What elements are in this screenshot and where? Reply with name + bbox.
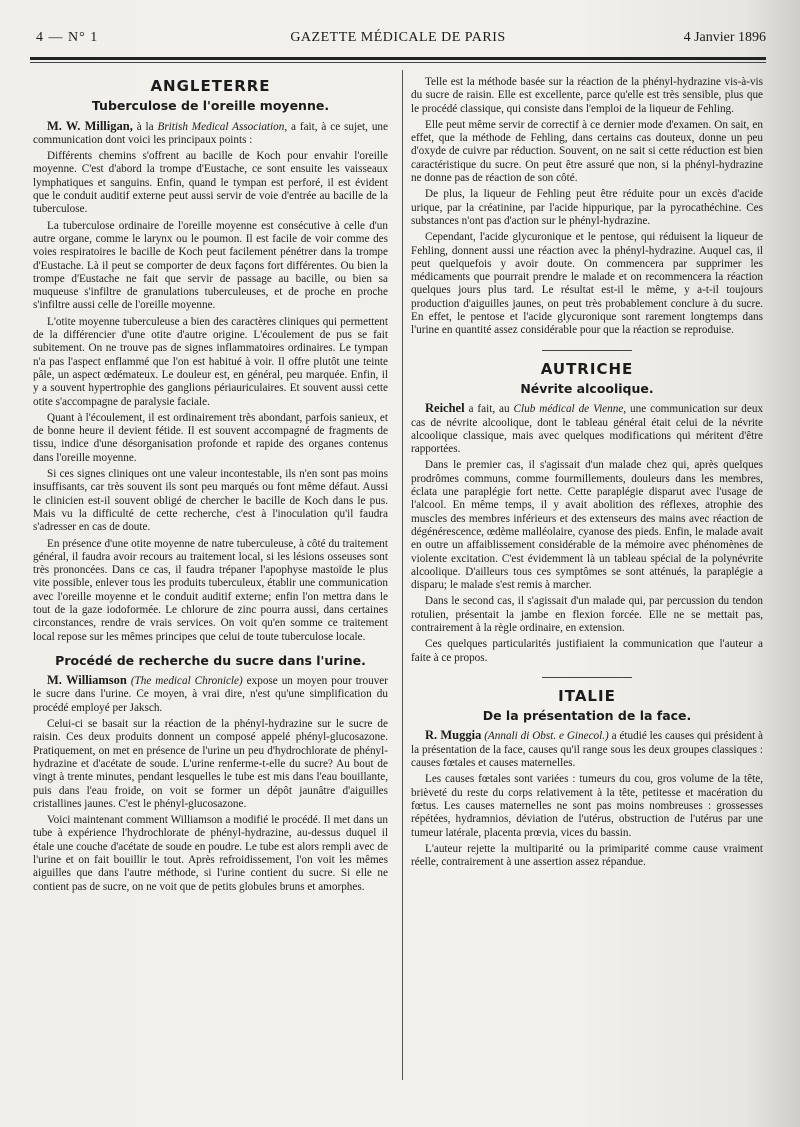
author-name: M. W. Milligan, — [47, 118, 133, 133]
text-run: a fait, au — [464, 403, 514, 416]
source-name: (The medical Chronicle) — [130, 675, 243, 688]
paragraph — [411, 729, 763, 770]
paragraph: L'auteur rejette la multiparité ou la primiparité comme cause vraiment réelle, contrairement à une assertion assez répandue. — [411, 842, 763, 869]
section-country-italie: ITALIE — [558, 686, 616, 705]
text-run: expose un moyen pour trouver le sucre dans l'urine. Ce moyen, à vrai dire, n'est qu'une simplification du procédé employé per Jaksch. — [33, 675, 388, 714]
paragraph: La tuberculose ordinaire de l'oreille moyenne est consécutive à celle d'un autre organe, comme le larynx ou le poumon. Il est facile de voir comme des voies respiratoires le bacille de Koch peut facilement pénétrer dans la trompe d'Eustache. Là il peut se comporter de deux façons fort différentes. Ou bien la trompe d'Eustache ne fait que servir de passage au bacille, ou bien sa muqueuse s'infiltre de granulations tuberculeuses, et de proche en proche s'infiltre aussi celle de l'oreille moyenne. — [33, 219, 388, 312]
author-name: R. Muggia — [425, 728, 482, 743]
source-name: (Annali di Obst. e Ginecol.) — [484, 730, 609, 743]
paragraph: Dans le second cas, il s'agissait d'un malade qui, par percussion du tendon rotulien, présentait la jambe en flexion forcée. Elle ne se mettait pas, contrairement à la règle ordinaire, en extension. — [411, 595, 763, 634]
left-column — [33, 76, 388, 897]
paragraph: Ces quelques particularités justifiaient la communication que l'auteur a faite à ce propos. — [411, 638, 763, 664]
author-name: Reichel — [425, 401, 465, 416]
header-rule-thin — [30, 62, 766, 63]
paragraph: De plus, la liqueur de Fehling peut être réduite pour un excès d'acide urique, par la créatinine, par l'acide hippurique, par la pyrocathéchine. Ces substances n'ont pas d'action sur le phényl-hydrazine. — [411, 188, 763, 227]
text-run: a étudié les causes qui président à la présentation de la face, causes qu'il range sous les deux groupes classiques : causes fœtales et causes maternelles. — [411, 730, 764, 770]
paragraph: L'otite moyenne tuberculeuse a bien des caractères cliniques qui permettent de la différencier d'une otite d'autre origine. L'écoulement de pus se fait subitement. On ne trouve pas de signes inflammatoires ordinaires. Le tympan n'a pas l'aspect enflammé que l'on est habitué à voir. Il offre plutôt une teinte pâle, un aspect œdémateux. Le douleur est, en général, peu marquée. Enfin, il y a souvent hypertrophie des ganglions périauriculaires. Et souvent aussi cette otite s'accompagne de paralysie faciale. — [33, 315, 388, 408]
issue-date: 4 Janvier 1896 — [683, 30, 766, 45]
paragraph: Cependant, l'acide glycuronique et le pentose, qui réduisent la liqueur de Fehling, donnent aussi une réaction avec la phényl-hydrazine. Auquel cas, il peut quelquefois y avoir doute. On commencera par supprimer les médicaments que pourrait prendre le malade et on recommencera la réaction quelques jours plus tard. Le résultat est-il le même, y a-t-il toujours production d'aiguilles jaunes, on peut très probablement conclure à du sucre. En effet, le pentose et l'acide glycuronique sont rarement longtemps dans l'urine en quantité assez considérable pour que la réaction se reproduise. — [411, 231, 763, 337]
paragraph: En présence d'une otite moyenne de natre tuberculeuse, à côté du traitement général, il faudra avoir recours au traitement local, si les lésions osseuses sont très prononcées. Dans ce cas, il faudra trépaner l'apophyse mastoïde le plus vite possible, enlever tous les produits tuberculeux, établir une communication avec l'oreille moyenne et le conduit auditif externe; enfin l'on mettra dans le tout de la gaze iodoformée. Le chlorure de zinc pourra aussi, dans certaines circonstances, rendre de vrais services. On voit qu'en somme ce traitement local repose sur les mêmes principes que celui de toute tuberculose locale. — [33, 537, 388, 643]
paragraph: Les causes fœtales sont variées : tumeurs du cou, gros volume de la tête, brièveté du reste du corps relativement à la tête, petitesse et macération du fœtus. Les causes maternelles ne sont pas moins nombreuses : grossesses répétées, hydramnios, déviation de l'utérus, obstruction de l'utérus par une tumeur latérale, placenta prœvia, vices du bassin. — [411, 773, 763, 839]
paragraph — [33, 674, 388, 715]
paragraph — [411, 402, 763, 456]
text-run: une communication sur deux cas de névrite alcoolique, dont le tableau général était celui de la névrite alcoolique classique, mais avec quelques modifications qui méritent d'être rapportées. — [411, 403, 764, 456]
section-separator — [542, 350, 632, 351]
paragraph: Si ces signes cliniques ont une valeur incontestable, ils n'en sont pas moins insuffisants, car très souvent ils sont peu marqués ou font même défaut. Aussi le clinicien est-il souvent obligé de chercher le bacille de Koch dans le pus. Mais vu la difficulté de cette recherche, c'est à l'inoculation qu'il faudra s'adresser en cas de doute. — [33, 468, 388, 534]
paragraph: Différents chemins s'offrent au bacille de Koch pour envahir l'oreille moyenne. C'est d'abord la trompe d'Eustache, ce sont ensuite les vaisseaux lymphatiques et sanguins. Enfin, quand le tympan est perforé, il est évident que le conduit auditif externe peut aussi servir de voie d'entrée au bacille de la tuberculose. — [33, 150, 388, 216]
text-run: à la — [132, 120, 158, 133]
author-name: M. Williamson — [47, 673, 127, 688]
section-separator — [542, 677, 632, 678]
article-title-face: De la présentation de la face. — [482, 708, 692, 724]
paragraph — [33, 120, 388, 148]
text-run: a fait, à ce sujet, une communication dont voici les principaux points : — [33, 120, 388, 146]
paragraph: Dans le premier cas, il s'agissait d'un malade chez qui, après quelques prodrômes communs, comme fourmillements, douleurs dans les membres, éclata une paraplégie fort nette. Cette paraplégie disparut avec l'usage de l'alcool. En même temps, il y avait abolition des réflexes, atrophie des muscles des membres inférieurs et des extenseurs des mains avec réaction de dégénérescence, œdème malléolaire, cyanose des pieds. Enfin, le malade avait en outre un affaiblissement considérable de la mémoire avec phénomènes de violente excitation. C'est évidemment là un tableau spécial de la polynévrite alcoolique. D'ailleurs tous ces symptômes se sont atténués, la paraplégie a disparu; le malade s'est remis à marcher. — [411, 459, 763, 592]
article-title-tuberculose: Tuberculose de l'oreille moyenne. — [91, 98, 330, 114]
header-rule-thick — [30, 57, 766, 60]
right-column — [411, 76, 763, 872]
publication-title: GAZETTE MÉDICALE DE PARIS — [290, 30, 506, 45]
article-title-nevrite: Névrite alcoolique. — [520, 380, 654, 396]
paragraph: Celui-ci se basait sur la réaction de la phényl-hydrazine sur le sucre de raisin. Ces deux produits donnent un composé appelé phényl-glucosazone. Pratiquement, on met en présence de l'urine un peu d'hydrochlorate de phényl-hydrazine et d'acétate de soude. L'urine renferme-t-elle du sucre? Au bout de vingt à trente minutes, pendant lesquelles le tube est mis dans l'eau bouillante, puis dans l'eau froide, on voit se former un dépôt jaunâtre d'aiguilles cristallines jaunes. C'est le phényl-glucosazone. — [33, 718, 388, 810]
page-header — [30, 28, 766, 50]
paragraph: Quant à l'écoulement, il est ordinairement très abondant, parfois sanieux, et de bonne heure il devient fétide. Il est souvent accompagné de fragments de tissu, indice d'une désorganisation profonde et rapide des organes contenus dans l'oreille moyenne. — [33, 411, 388, 464]
source-name: Club médical de Vienne, — [513, 403, 627, 416]
source-name: British Medical Association, — [157, 120, 288, 133]
article-title-sucre: Procédé de recherche du sucre dans l'urine. — [55, 652, 366, 668]
section-country-autriche: AUTRICHE — [540, 359, 634, 378]
paragraph: Telle est la méthode basée sur la réaction de la phényl-hydrazine vis-à-vis du sucre de raisin. Elle est excellente, parce qu'elle est très sensible, plus que le procédé classique, qui consiste dans l'emploi de la liqueur de Fehling. — [411, 76, 763, 115]
page-number: 4 — N° 1 — [36, 30, 99, 45]
section-country-angleterre: ANGLETERRE — [150, 77, 271, 95]
paragraph: Elle peut même servir de correctif à ce dernier mode d'examen. On sait, en effet, que la méthode de Fehling, dans certains cas douteux, donne un peu d'oxyde de cuivre par réduction. Souvent, on ne sait si cette réduction est bien caractéristique du sucre. On peut être assuré que non, si la phényl-hydrazine ne donne pas de réaction de son côté. — [411, 118, 763, 185]
paragraph: Voici maintenant comment Williamson a modifié le procédé. Il met dans un tube à expérience l'hydrochlorate de phényl-hydrazine, au-dessus duquel il étale une couche d'acétate de soude en poudre. Le tube est alors rempli avec de l'urine et on fait bouillir le tout. Après refroidissement, l'on voit les mêmes aiguilles que dans l'autre méthode, si l'urine contient du sucre. Si elle ne contient pas de sucre, on ne voit que de petits globules bruns et amorphes. — [33, 814, 388, 893]
column-divider — [402, 70, 403, 1080]
